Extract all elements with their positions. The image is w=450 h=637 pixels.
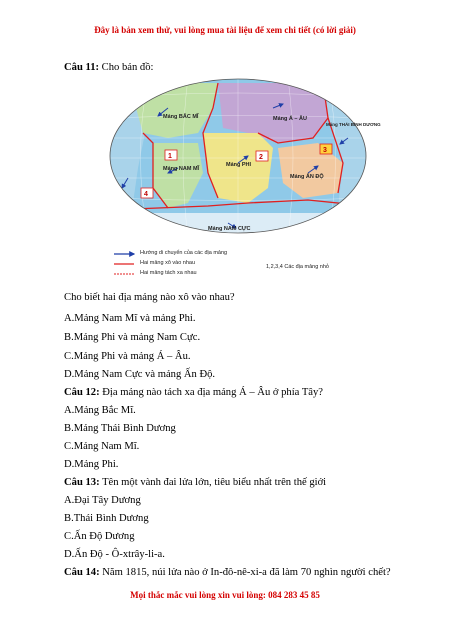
legend-arrow-label: Hướng di chuyển của các địa mảng	[140, 250, 228, 256]
q12-option-b: B.Mảng Thái Bình Dương	[64, 423, 176, 434]
small-plate-1: 1	[168, 153, 172, 160]
question-label: Câu 12:	[64, 387, 100, 398]
q11-option-d: D.Mảng Nam Cực và mảng Ấn Độ.	[64, 369, 216, 380]
question-label: Câu 14:	[64, 567, 100, 578]
q13-option-a: A.Đại Tây Dương	[64, 495, 141, 506]
q12-option-d: D.Mảng Phi.	[64, 459, 119, 470]
label-indian-plate: Mảng ẤN ĐỘ	[290, 174, 324, 180]
question-14-heading	[64, 567, 391, 578]
q11-option-b: B.Mảng Phi và mảng Nam Cực.	[64, 332, 201, 343]
label-antarctic-plate: Mảng NAM CỰC	[208, 226, 251, 232]
legend-separate-label: Hai mảng tách xa nhau	[140, 270, 197, 276]
question-13-heading	[64, 477, 326, 488]
q13-option-d: D.Ấn Độ - Ô-xtrây-li-a.	[64, 549, 165, 560]
q12-option-c: C.Mảng Nam Mĩ.	[64, 441, 140, 452]
q13-option-c: C.Ấn Độ Dương	[64, 531, 135, 542]
question-12-heading	[64, 387, 323, 398]
label-eurasian-plate: Mảng Á – ÂU	[273, 116, 307, 122]
map-legend	[108, 248, 378, 282]
contact-footer: Mọi thắc mắc vui lòng xin vui lòng: 084 283 45 85	[130, 590, 320, 600]
preview-banner: Đây là bản xem thử, vui lòng mua tài liệu để xem chi tiết (có lời giải)	[94, 25, 356, 35]
question-11-heading	[64, 62, 153, 73]
question-label: Câu 13:	[64, 477, 100, 488]
question-text: Tên một vành đai lửa lớn, tiêu biểu nhất trên thế giới	[99, 477, 327, 488]
legend-collide-label: Hai mảng xô vào nhau	[140, 260, 196, 266]
label-african-plate: Mảng PHI	[226, 162, 252, 168]
question-text: Địa mảng nào tách xa địa mảng Á – Âu ở phía Tây?	[99, 387, 324, 398]
q13-option-b: B.Thái Bình Dương	[64, 513, 149, 524]
q12-option-a: A.Mảng Bắc Mĩ.	[64, 405, 136, 416]
question-label: Câu 11:	[64, 62, 100, 73]
tectonic-plate-map	[108, 78, 381, 248]
small-plate-3: 3	[323, 147, 327, 154]
legend-small-plates-label: 1,2,3,4 Các địa mảng nhỏ	[266, 264, 329, 270]
q11-option-a: A.Mảng Nam Mĩ và mảng Phi.	[64, 313, 196, 324]
small-plate-4: 4	[144, 191, 148, 198]
label-north-american-plate: Mảng BẮC MĨ	[163, 114, 199, 120]
label-pacific-plate: Mảng THÁI BÌNH DƯƠNG	[326, 122, 381, 127]
question-11-prompt: Cho biết hai địa mảng nào xô vào nhau?	[64, 292, 235, 303]
question-text: Năm 1815, núi lửa nào ở In-đô-nê-xi-a đã làm 70 nghìn người chết?	[99, 567, 391, 578]
q11-option-c: C.Mảng Phi và mảng Á – Âu.	[64, 351, 191, 362]
small-plate-2: 2	[259, 154, 263, 161]
label-south-american-plate: Mảng NAM MĨ	[163, 166, 200, 172]
question-text: Cho bản đồ:	[99, 62, 154, 73]
